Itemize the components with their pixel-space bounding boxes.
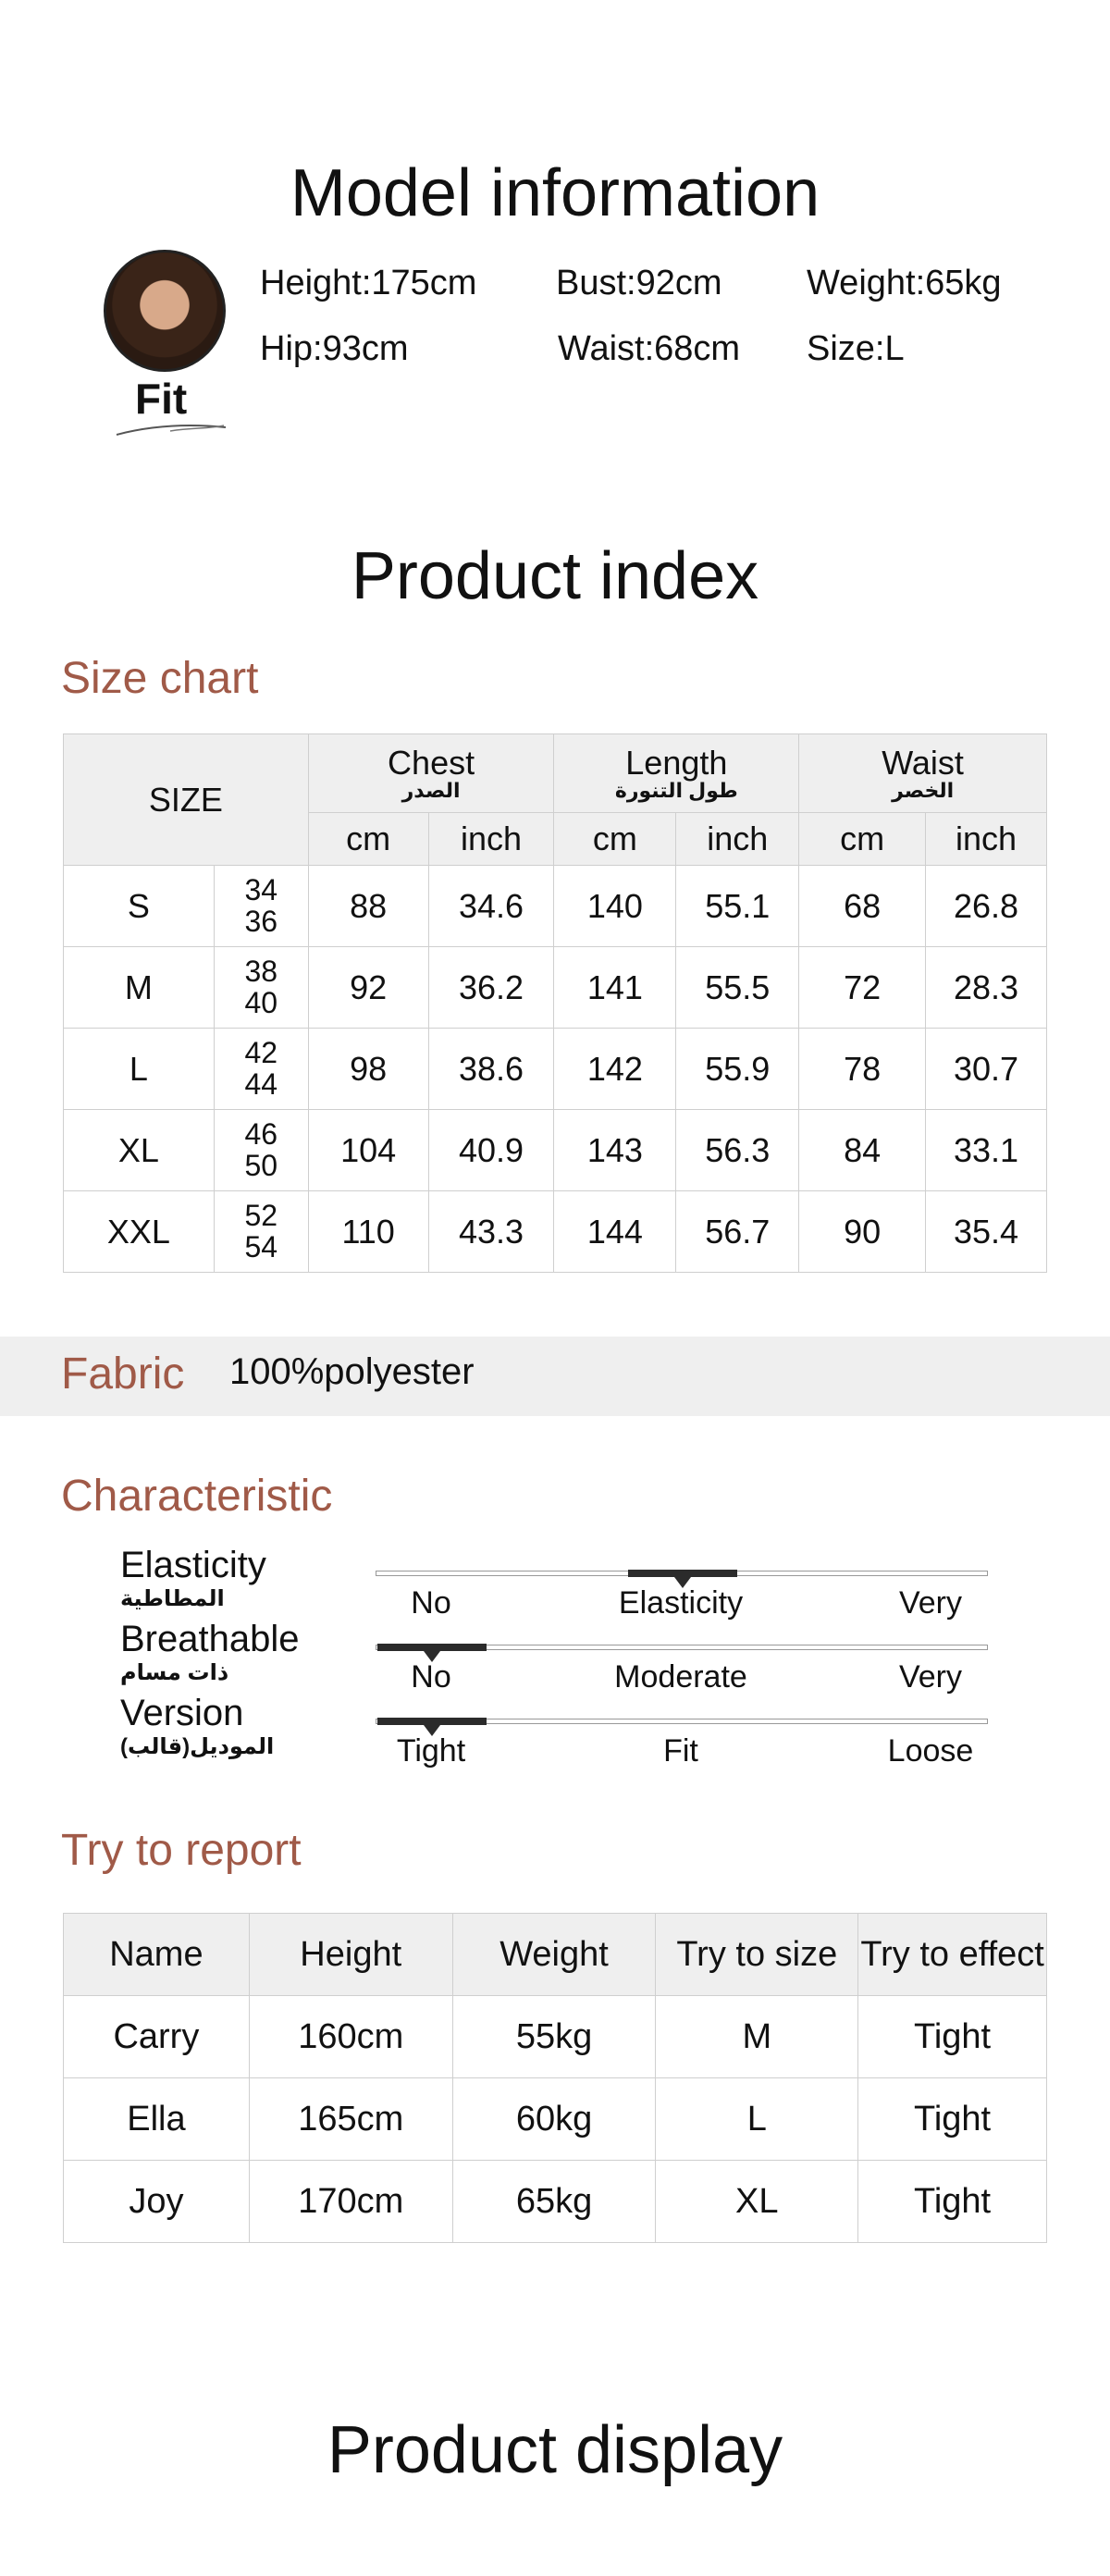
size-cell: XXL: [64, 1191, 215, 1273]
eu-size-cell: [214, 866, 308, 947]
try-header-name: Name: [64, 1914, 250, 1996]
eu-size-top: 42: [244, 1035, 278, 1069]
measure-cell: 88: [308, 866, 428, 947]
try-report-label: Try to report: [61, 1826, 302, 1875]
measure-cell: 36.2: [428, 947, 554, 1029]
try-cell: Tight: [858, 2078, 1047, 2161]
try-cell: M: [656, 1996, 858, 2078]
measure-cell: 90: [799, 1191, 926, 1273]
measure-cell: 72: [799, 947, 926, 1029]
characteristic-track: [376, 1645, 988, 1650]
try-header-height: Height: [249, 1914, 452, 1996]
characteristic-option: No: [411, 1659, 451, 1695]
characteristic-option: Moderate: [614, 1659, 747, 1695]
characteristic-level: [628, 1570, 737, 1577]
table-row: [64, 1029, 1047, 1110]
eu-size-top: 38: [244, 954, 278, 988]
waist-header: [799, 734, 1047, 813]
model-bust: Bust:92cm: [556, 264, 722, 302]
try-cell: 55kg: [452, 1996, 656, 2078]
try-cell: 65kg: [452, 2161, 656, 2243]
characteristic-option: Very: [898, 1585, 963, 1621]
measure-cell: 55.9: [676, 1029, 799, 1110]
characteristic-arabic: الموديل(قالب): [120, 1734, 275, 1759]
chest-header-label: Chest: [388, 743, 475, 782]
measure-cell: 68: [799, 866, 926, 947]
eu-size-top: 52: [244, 1198, 278, 1232]
size-chart-table: [63, 733, 1047, 1273]
product-index-title: Product index: [351, 539, 759, 613]
try-cell: Tight: [858, 1996, 1047, 2078]
characteristic-arabic: المطاطية: [120, 1586, 225, 1611]
characteristic-option: Tight: [396, 1733, 466, 1769]
measure-cell: 26.8: [926, 866, 1047, 947]
unit-header: cm: [554, 813, 676, 866]
unit-header: cm: [799, 813, 926, 866]
product-display-title: Product display: [327, 2413, 783, 2487]
try-cell: 170cm: [249, 2161, 452, 2243]
chest-header: [308, 734, 554, 813]
measure-cell: 104: [308, 1110, 428, 1191]
length-header-arabic: طول التنورة: [614, 779, 738, 803]
try-cell: 165cm: [249, 2078, 452, 2161]
fit-label: Fit: [135, 375, 188, 423]
table-row: [64, 2161, 1047, 2243]
try-cell: Joy: [64, 2161, 250, 2243]
measure-cell: 92: [308, 947, 428, 1029]
measure-cell: 28.3: [926, 947, 1047, 1029]
table-row: [64, 947, 1047, 1029]
unit-header: inch: [926, 813, 1047, 866]
model-hip: Hip:93cm: [260, 329, 409, 368]
table-row: [64, 1191, 1047, 1273]
measure-cell: 38.6: [428, 1029, 554, 1110]
measure-cell: 55.5: [676, 947, 799, 1029]
eu-size-cell: [214, 1029, 308, 1110]
try-cell: 160cm: [249, 1996, 452, 2078]
fabric-value: 100%polyester: [229, 1351, 475, 1392]
size-cell: M: [64, 947, 215, 1029]
eu-size-bottom: 54: [244, 1229, 278, 1263]
try-header-effect: Try to effect: [858, 1914, 1047, 1996]
eu-size-bottom: 36: [244, 904, 278, 938]
try-cell: Tight: [858, 2161, 1047, 2243]
size-cell: XL: [64, 1110, 215, 1191]
table-row: [64, 1110, 1047, 1191]
measure-cell: 141: [554, 947, 676, 1029]
measure-cell: 140: [554, 866, 676, 947]
model-waist: Waist:68cm: [558, 329, 741, 368]
eu-size-bottom: 40: [244, 985, 278, 1019]
measure-cell: 142: [554, 1029, 676, 1110]
characteristic-name: Breathable: [120, 1619, 300, 1659]
eu-size-top: 34: [244, 872, 278, 906]
measure-cell: 55.1: [676, 866, 799, 947]
size-chart-label: Size chart: [61, 654, 259, 703]
characteristic-track: [376, 1571, 988, 1576]
waist-header-arabic: الخصر: [892, 779, 955, 803]
eu-size-cell: [214, 947, 308, 1029]
characteristic-label: Characteristic: [61, 1472, 333, 1521]
measure-cell: 33.1: [926, 1110, 1047, 1191]
measure-cell: 40.9: [428, 1110, 554, 1191]
table-row: [64, 866, 1047, 947]
characteristic-name: Version: [120, 1693, 244, 1733]
characteristic-option: No: [411, 1585, 451, 1621]
unit-header: inch: [428, 813, 554, 866]
model-avatar: [104, 250, 226, 372]
size-cell: S: [64, 866, 215, 947]
table-row: [64, 1996, 1047, 2078]
characteristic-option: Elasticity: [618, 1585, 744, 1621]
try-cell: 60kg: [452, 2078, 656, 2161]
characteristic-option: Fit: [663, 1733, 698, 1769]
chest-header-arabic: الصدر: [401, 779, 461, 803]
unit-header: inch: [676, 813, 799, 866]
waist-header-label: Waist: [882, 743, 964, 782]
measure-cell: 78: [799, 1029, 926, 1110]
measure-cell: 143: [554, 1110, 676, 1191]
measure-cell: 144: [554, 1191, 676, 1273]
try-cell: XL: [656, 2161, 858, 2243]
measure-cell: 56.3: [676, 1110, 799, 1191]
measure-cell: 34.6: [428, 866, 554, 947]
try-report-table: [63, 1913, 1047, 2243]
model-height: Height:175cm: [260, 264, 477, 302]
eu-size-top: 46: [244, 1116, 278, 1151]
measure-cell: 56.7: [676, 1191, 799, 1273]
characteristic-arabic: ذات مسام: [120, 1660, 229, 1685]
try-cell: Carry: [64, 1996, 250, 2078]
model-info-title: Model information: [290, 156, 820, 230]
table-row: [64, 2078, 1047, 2161]
measure-cell: 43.3: [428, 1191, 554, 1273]
characteristic-level: [377, 1718, 487, 1725]
fabric-label: Fabric: [61, 1350, 185, 1399]
measure-cell: 35.4: [926, 1191, 1047, 1273]
model-weight: Weight:65kg: [807, 264, 1002, 302]
characteristic-option: Very: [898, 1659, 963, 1695]
characteristic-track: [376, 1719, 988, 1724]
characteristic-name: Elasticity: [120, 1545, 266, 1585]
measure-cell: 98: [308, 1029, 428, 1110]
length-header-label: Length: [625, 743, 728, 782]
characteristic-option: Loose: [887, 1733, 974, 1769]
characteristic-level: [377, 1644, 487, 1651]
eu-size-bottom: 50: [244, 1148, 278, 1182]
measure-cell: 84: [799, 1110, 926, 1191]
size-cell: L: [64, 1029, 215, 1110]
eu-size-bottom: 44: [244, 1066, 278, 1101]
eu-size-cell: [214, 1110, 308, 1191]
eu-size-cell: [214, 1191, 308, 1273]
measure-cell: 30.7: [926, 1029, 1047, 1110]
try-header-size: Try to size: [656, 1914, 858, 1996]
unit-header: cm: [308, 813, 428, 866]
model-size: Size:L: [807, 329, 905, 368]
length-header: [554, 734, 799, 813]
fit-swoosh-icon: [115, 418, 229, 438]
try-header-weight: Weight: [452, 1914, 656, 1996]
size-header: SIZE: [64, 734, 309, 866]
measure-cell: 110: [308, 1191, 428, 1273]
try-cell: L: [656, 2078, 858, 2161]
try-cell: Ella: [64, 2078, 250, 2161]
